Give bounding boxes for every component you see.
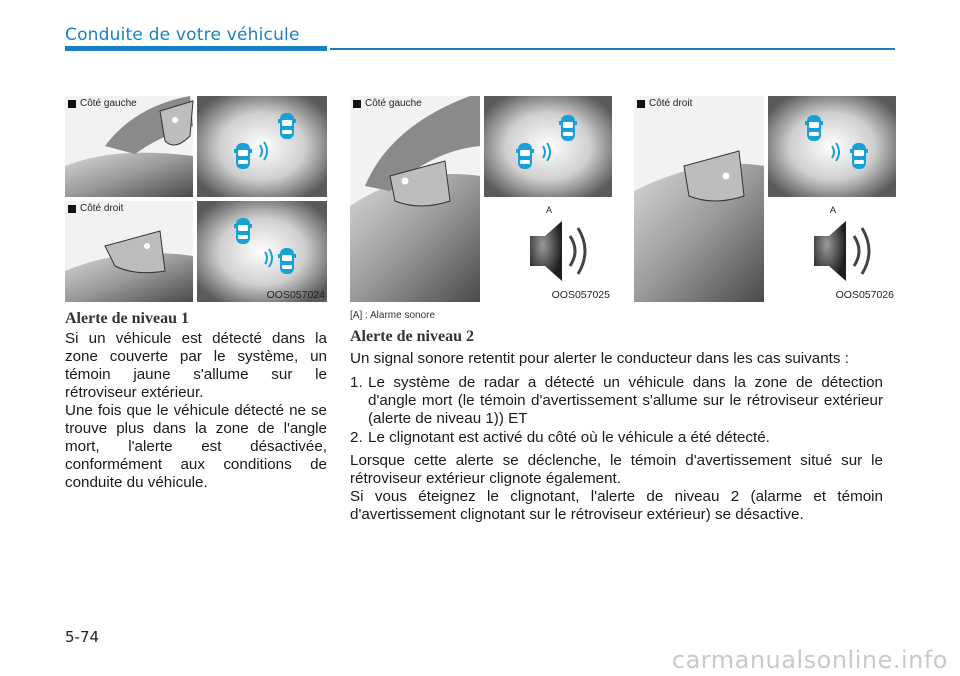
list-item: 2. Le clignotant est activé du côté où le véhicule a été détecté. [350, 429, 770, 446]
figure-label-left-side: Côté gauche [353, 98, 422, 109]
level2-intro: Un signal sonore retentit pour alerter le conducteur dans les cas suivants : [350, 350, 849, 367]
figure-level2-left [350, 96, 612, 302]
figure-code: OOS057025 [551, 289, 610, 301]
level1-heading: Alerte de niveau 1 [65, 310, 189, 327]
figure-note: [A] : Alarme sonore [350, 310, 436, 321]
figure-code: OOS057026 [835, 289, 894, 301]
figure-label-right-side: Côté droit [637, 98, 692, 109]
alarm-marker: A [830, 205, 837, 215]
level2-paragraph-2: Si vous éteignez le clignotant, l'alerte de niveau 2 (alarme et témoin d'avertissement clignotant sur le rétroviseur extérieur) se désactive. [350, 488, 883, 523]
square-bullet-icon [68, 205, 76, 213]
header-rule-thin [330, 48, 895, 50]
mirror-indicator-icon [172, 117, 178, 123]
alarm-marker: A [546, 205, 553, 215]
level1-paragraph-1: Si un véhicule est détecté dans la zone couverte par le système, un témoin jaune s'allume sur le rétroviseur extérieur. [65, 330, 327, 401]
header-rule-thick [65, 46, 327, 51]
level2-heading: Alerte de niveau 2 [350, 328, 474, 345]
figure-level1 [65, 96, 327, 302]
figure-level2-right [634, 96, 896, 302]
watermark: carmanualsonline.info [671, 646, 948, 674]
figure-code: OOS057024 [266, 289, 325, 301]
figure-label-right-side: Côté droit [68, 203, 123, 214]
level2-paragraph-1: Lorsque cette alerte se déclenche, le témoin d'avertissement situé sur le rétroviseur extérieur clignote également. [350, 452, 883, 487]
level1-paragraph-2: Une fois que le véhicule détecté ne se trouve plus dans la zone de l'angle mort, l'alerte est désactivée, conformément aux conditions de conduite du véhicule. [65, 402, 327, 491]
square-bullet-icon [353, 100, 361, 108]
page-number: 5-74 [65, 628, 100, 646]
square-bullet-icon [68, 100, 76, 108]
figure-label-left-side: Côté gauche [68, 98, 137, 109]
list-item: 1. Le système de radar a détecté un véhicule dans la zone de détection d'angle mort (le témoin d'avertissement s'allume sur le rétroviseur extérieur (alerte de niveau 1)) ET [350, 374, 883, 427]
section-title: Conduite de votre véhicule [65, 25, 300, 45]
square-bullet-icon [637, 100, 645, 108]
